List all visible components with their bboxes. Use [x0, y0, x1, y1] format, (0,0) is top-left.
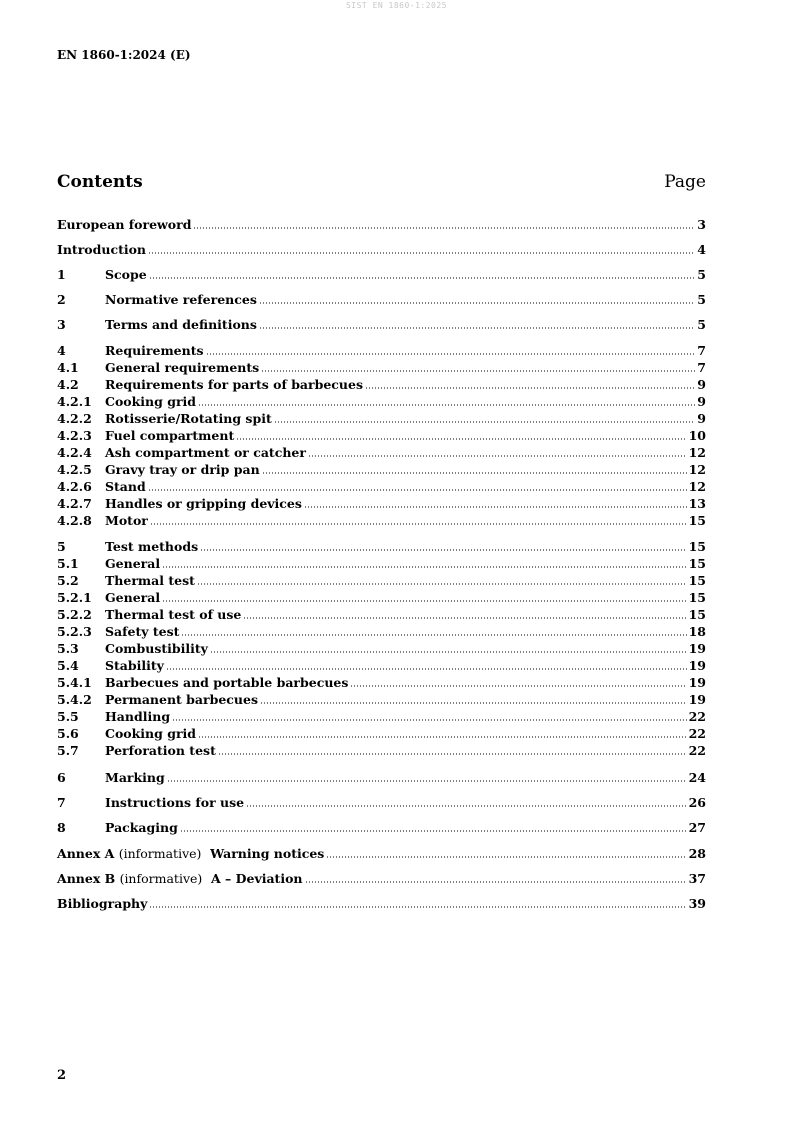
toc-entry-label: Requirements — [105, 343, 204, 358]
toc-entry-page: 19 — [688, 658, 706, 673]
toc-entry-number: 5.2.1 — [57, 590, 92, 605]
dot-leader — [181, 634, 686, 636]
dot-leader — [200, 549, 686, 551]
dot-leader — [262, 472, 687, 474]
toc-entry-title — [105, 674, 348, 691]
toc-entry-number: 4 — [57, 343, 66, 358]
toc-entry-title — [105, 266, 147, 283]
toc-entry[interactable] — [57, 708, 706, 725]
toc-entry[interactable] — [57, 478, 706, 495]
toc-entry[interactable] — [57, 657, 706, 674]
contents-title: Contents — [57, 172, 143, 192]
toc-entry-label: Handling — [105, 709, 171, 724]
toc-entry-number: 7 — [57, 795, 66, 810]
toc-entry-label: Marking — [105, 770, 165, 785]
toc-entry-label: Thermal test — [105, 573, 195, 588]
toc-entry-page: 10 — [688, 428, 706, 443]
toc-entry-title — [105, 657, 164, 674]
toc-entry-label: Perforation test — [105, 743, 216, 758]
toc-entry[interactable] — [57, 572, 706, 589]
toc-entry-note: (informative) — [118, 846, 202, 861]
toc-entry-label: Safety test — [105, 624, 180, 639]
toc-entry[interactable] — [57, 538, 706, 555]
toc-entry-page: 37 — [688, 871, 706, 886]
dot-leader — [236, 438, 686, 440]
toc-entry-label: Rotisserie/Rotating spit — [105, 411, 272, 426]
toc-entry-number: 5.2.3 — [57, 624, 92, 639]
toc-entry[interactable] — [57, 241, 706, 258]
toc-entry[interactable] — [57, 640, 706, 657]
toc-entry[interactable] — [57, 444, 706, 461]
toc-entry-page: 7 — [697, 343, 706, 358]
toc-entry-number: 5.4.1 — [57, 675, 92, 690]
toc-entry-page: 18 — [688, 624, 706, 639]
toc-entry-page: 15 — [688, 590, 706, 605]
dot-leader — [259, 302, 695, 304]
contents-header — [57, 172, 706, 192]
dot-leader — [149, 277, 696, 279]
toc-entry-title — [105, 555, 160, 572]
toc-entry-label: Annex A — [57, 846, 115, 861]
toc-entry-page: 12 — [688, 479, 706, 494]
toc-entry-page: 13 — [688, 496, 706, 511]
toc-entry[interactable] — [57, 291, 706, 308]
toc-entry-label: Stand — [105, 479, 146, 494]
toc-entry-label: Handles or gripping devices — [105, 496, 302, 511]
toc-entry-number: 4.2.5 — [57, 462, 92, 477]
watermark: SIST EN 1860-1:2025 — [345, 1, 447, 10]
toc-entry-page: 15 — [688, 573, 706, 588]
toc-entry[interactable] — [57, 461, 706, 478]
dot-leader — [305, 881, 687, 883]
toc-entry-page: 15 — [688, 556, 706, 571]
toc-entry-number: 2 — [57, 292, 66, 307]
toc-entry-number: 4.2.6 — [57, 479, 92, 494]
toc-entry[interactable] — [57, 393, 706, 410]
toc-entry-label: General — [105, 556, 161, 571]
toc-entry-page: 26 — [688, 795, 706, 810]
toc-entry[interactable] — [57, 376, 706, 393]
toc-entry-number: 1 — [57, 267, 66, 282]
toc-entry-title — [105, 316, 257, 333]
toc-entry-title — [57, 241, 146, 258]
toc-entry-page: 12 — [688, 445, 706, 460]
toc-entry-title — [105, 819, 178, 836]
toc-entry-subtitle: A – Deviation — [211, 871, 303, 886]
toc-entry-label: Barbecues and portable barbecues — [105, 675, 349, 690]
toc-entry-label: General — [105, 590, 161, 605]
toc-entry[interactable] — [57, 819, 706, 836]
toc-entry[interactable] — [57, 266, 706, 283]
toc-entry[interactable] — [57, 794, 706, 811]
toc-entry-number: 6 — [57, 770, 66, 785]
toc-entry-title — [105, 538, 198, 555]
dot-leader — [260, 702, 687, 704]
toc-entry-title — [105, 410, 272, 427]
dot-leader — [326, 856, 686, 858]
dot-leader — [148, 489, 687, 491]
toc-entry[interactable] — [57, 769, 706, 786]
toc-entry-label: Instructions for use — [105, 795, 245, 810]
toc-entry-number: 5.4.2 — [57, 692, 92, 707]
toc-entry-title — [105, 606, 241, 623]
toc-entry-page: 22 — [688, 726, 706, 741]
toc-entry-label: Cooking grid — [105, 394, 197, 409]
toc-entry-page: 19 — [688, 675, 706, 690]
toc-entry-number: 5.5 — [57, 709, 79, 724]
dot-leader — [218, 753, 687, 755]
dot-leader — [350, 685, 686, 687]
toc-entry-title — [105, 444, 306, 461]
toc-entry-title — [105, 742, 216, 759]
toc-entry-page: 5 — [697, 292, 706, 307]
toc-entry-page: 9 — [697, 411, 706, 426]
toc-entry-title — [105, 427, 234, 444]
dot-leader — [162, 600, 686, 602]
toc-entry-title — [57, 870, 303, 887]
toc-entry-page: 3 — [697, 217, 706, 232]
toc-entry[interactable] — [57, 606, 706, 623]
toc-entry-title — [105, 589, 160, 606]
toc-entry-label: Test methods — [105, 539, 199, 554]
toc-entry-page: 9 — [697, 377, 706, 392]
toc-entry-subtitle: Warning notices — [210, 846, 325, 861]
toc-entry-label: Scope — [105, 267, 147, 282]
toc-entry-title — [105, 794, 244, 811]
dot-leader — [166, 668, 687, 670]
dot-leader — [167, 780, 687, 782]
toc-entry-page: 24 — [688, 770, 706, 785]
dot-leader — [180, 830, 687, 832]
toc-entry-number: 5.7 — [57, 743, 79, 758]
toc-entry-title — [105, 512, 148, 529]
toc-entry[interactable] — [57, 691, 706, 708]
dot-leader — [197, 583, 687, 585]
toc-entry[interactable] — [57, 589, 706, 606]
toc-entry-note: (informative) — [119, 871, 203, 886]
toc-entry-page: 9 — [697, 394, 706, 409]
dot-leader — [365, 387, 695, 389]
toc-entry-number: 5.2 — [57, 573, 79, 588]
toc-entry-page: 19 — [688, 641, 706, 656]
toc-entry-label: Terms and definitions — [105, 317, 257, 332]
toc-entry-title — [105, 572, 195, 589]
dot-leader — [172, 719, 687, 721]
toc-entry-number: 3 — [57, 317, 66, 332]
toc-entry[interactable] — [57, 623, 706, 640]
toc-entry-label: Gravy tray or drip pan — [105, 462, 260, 477]
toc-entry-number: 5.3 — [57, 641, 79, 656]
dot-leader — [246, 805, 686, 807]
toc-entry[interactable] — [57, 895, 706, 912]
toc-entry[interactable] — [57, 216, 706, 233]
toc-entry-title — [105, 725, 196, 742]
toc-entry-label: Normative references — [105, 292, 257, 307]
toc-entry-page: 5 — [697, 267, 706, 282]
toc-entry-title — [105, 640, 208, 657]
dot-leader — [274, 421, 696, 423]
toc-entry-title — [105, 478, 146, 495]
toc-entry-label: Permanent barbecues — [105, 692, 258, 707]
toc-entry-title — [57, 216, 191, 233]
toc-entry-number: 4.2.3 — [57, 428, 92, 443]
toc-entry-title — [57, 845, 324, 862]
toc-entry-page: 15 — [688, 513, 706, 528]
toc-entry-title — [105, 291, 257, 308]
toc-entry-title — [105, 769, 165, 786]
toc-entry-label: Introduction — [57, 242, 147, 257]
toc-entry-title — [105, 691, 258, 708]
dot-leader — [198, 404, 695, 406]
toc-entry-label: Ash compartment or catcher — [105, 445, 306, 460]
toc-entry-number: 5.6 — [57, 726, 79, 741]
toc-entry[interactable] — [57, 359, 706, 376]
toc-entry[interactable] — [57, 495, 706, 512]
toc-entry-title — [105, 376, 363, 393]
toc-entry-number: 4.2.4 — [57, 445, 92, 460]
toc-entry-title — [105, 461, 260, 478]
toc-entry[interactable] — [57, 725, 706, 742]
toc-entry-number: 5 — [57, 539, 66, 554]
toc-entry-label: Fuel compartment — [105, 428, 235, 443]
dot-leader — [148, 252, 695, 254]
dot-leader — [149, 906, 686, 908]
toc-entry-label: Stability — [105, 658, 164, 673]
toc-entry-page: 15 — [688, 607, 706, 622]
toc-entry-page: 5 — [697, 317, 706, 332]
toc-entry[interactable] — [57, 342, 706, 359]
toc-entry-title — [57, 895, 147, 912]
toc-entry[interactable] — [57, 427, 706, 444]
dot-leader — [261, 370, 695, 372]
toc-entry-title — [105, 359, 259, 376]
toc-entry-label: Thermal test of use — [105, 607, 242, 622]
dot-leader — [198, 736, 687, 738]
toc-entry-title — [105, 708, 170, 725]
toc-entry-label: European foreword — [57, 217, 192, 232]
dot-leader — [150, 523, 687, 525]
toc-entry-number: 8 — [57, 820, 66, 835]
dot-leader — [193, 227, 695, 229]
toc-entry-number: 5.2.2 — [57, 607, 92, 622]
toc-entry-page: 15 — [688, 539, 706, 554]
toc-entry[interactable] — [57, 870, 706, 887]
toc-entry-label: Bibliography — [57, 896, 148, 911]
dot-leader — [206, 353, 696, 355]
toc-entry-label: Packaging — [105, 820, 178, 835]
toc-entry-label: Cooking grid — [105, 726, 197, 741]
toc-entry-label: Motor — [105, 513, 148, 528]
toc-entry[interactable] — [57, 512, 706, 529]
toc-entry-title — [105, 393, 196, 410]
toc-entry-page: 27 — [688, 820, 706, 835]
toc-entry-number: 5.1 — [57, 556, 79, 571]
dot-leader — [243, 617, 686, 619]
toc-entry-number: 4.2.2 — [57, 411, 92, 426]
toc-entry-number: 4.2 — [57, 377, 79, 392]
toc-entry-page: 7 — [697, 360, 706, 375]
toc-entry-number: 4.1 — [57, 360, 79, 375]
toc-entry-page: 28 — [688, 846, 706, 861]
toc-entry-number: 4.2.7 — [57, 496, 92, 511]
toc-entry-number: 5.4 — [57, 658, 79, 673]
dot-leader — [162, 566, 686, 568]
toc-entry[interactable] — [57, 674, 706, 691]
toc-entry-label: General requirements — [105, 360, 260, 375]
dot-leader — [304, 506, 687, 508]
toc-entry[interactable] — [57, 410, 706, 427]
toc-entry-page: 22 — [688, 709, 706, 724]
toc-entry-page: 12 — [688, 462, 706, 477]
toc-entry[interactable] — [57, 742, 706, 759]
toc-entry[interactable] — [57, 555, 706, 572]
toc-entry-title — [105, 623, 179, 640]
toc-entry-title — [105, 495, 302, 512]
document-id: EN 1860-1:2024 (E) — [57, 48, 191, 62]
dot-leader — [259, 327, 695, 329]
toc-entry-number: 4.2.1 — [57, 394, 92, 409]
toc-entry-page: 19 — [688, 692, 706, 707]
toc-entry-number: 4.2.8 — [57, 513, 92, 528]
footer-page-number: 2 — [57, 1068, 67, 1083]
dot-leader — [210, 651, 687, 653]
toc-entry-page: 4 — [697, 242, 706, 257]
toc-entry-label: Requirements for parts of barbecues — [105, 377, 364, 392]
toc-entry-page: 39 — [688, 896, 706, 911]
toc-entry-label: Combustibility — [105, 641, 208, 656]
page-column-label: Page — [664, 172, 706, 192]
toc-entry-label: Annex B — [57, 871, 116, 886]
toc-entry[interactable] — [57, 316, 706, 333]
toc-entry[interactable] — [57, 845, 706, 862]
dot-leader — [308, 455, 687, 457]
toc-entry-title — [105, 342, 204, 359]
toc-entry-page: 22 — [688, 743, 706, 758]
